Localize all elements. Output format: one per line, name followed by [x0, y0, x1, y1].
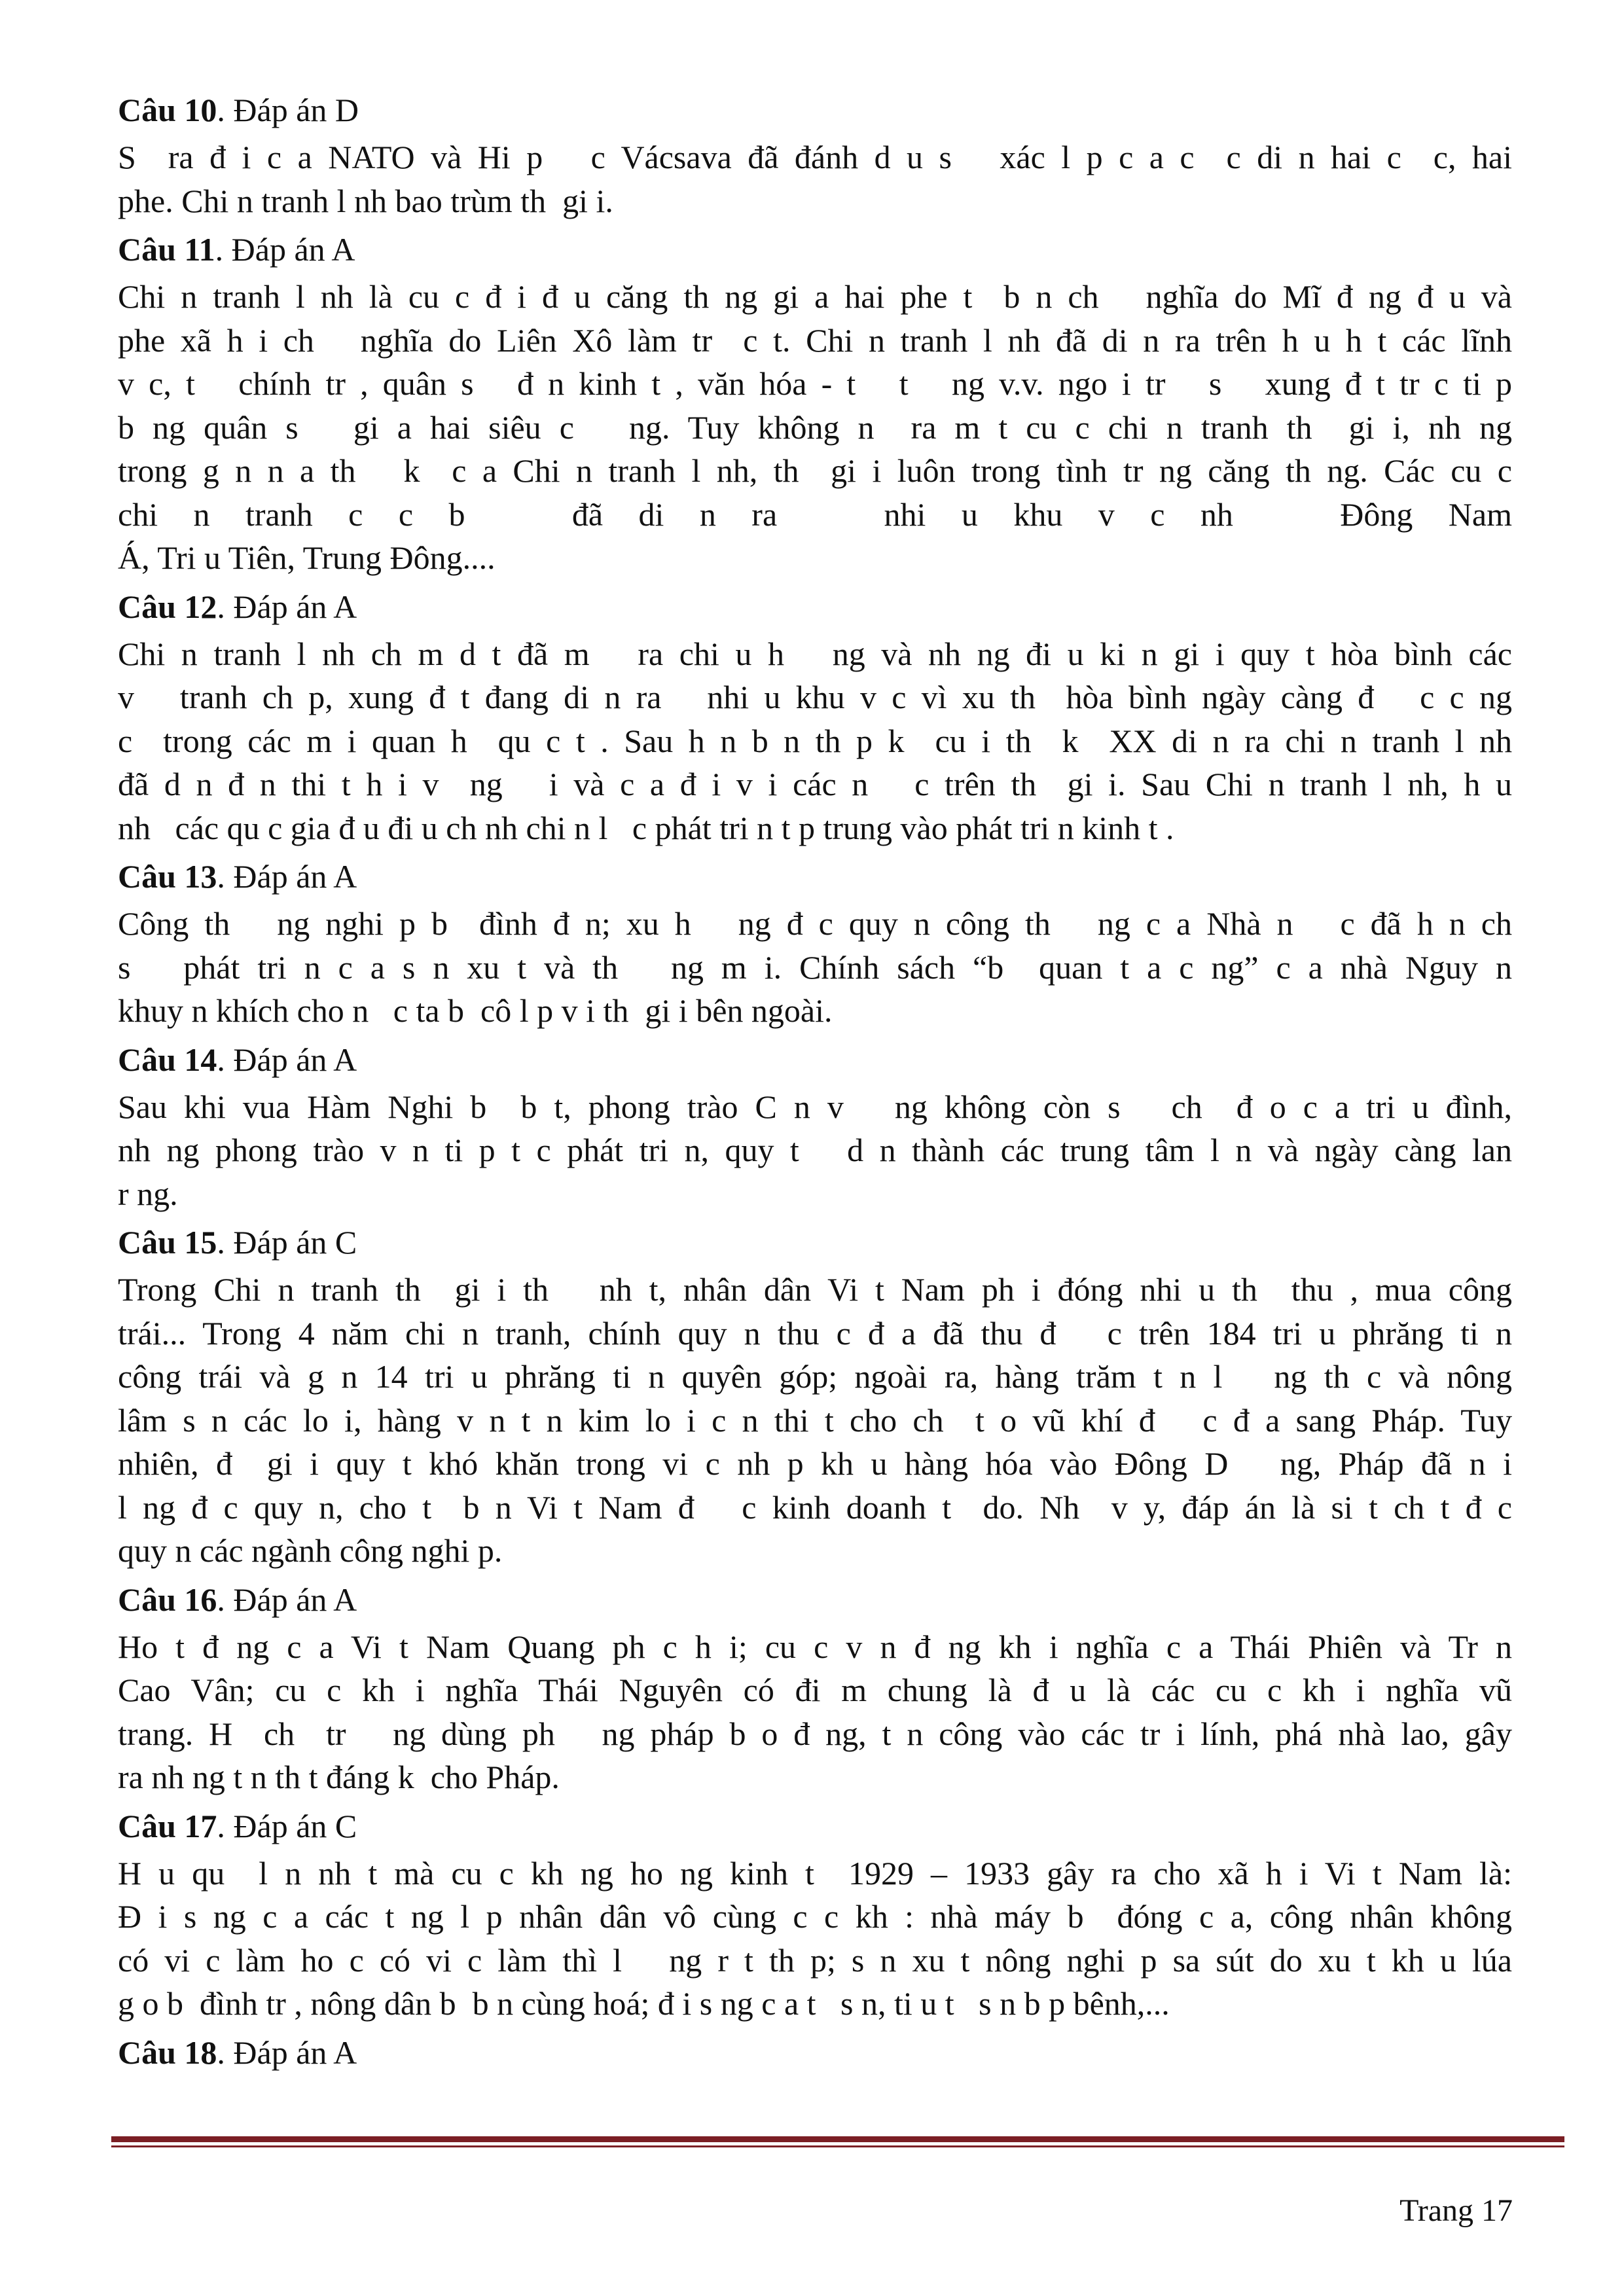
question-number: Câu 16	[118, 1581, 217, 1618]
explanation-line: Trong Chi n tranh th gi i th nh t, nhân dân Vi t Nam ph i đóng nhi u th thu , mua công	[118, 1271, 1512, 1308]
question-heading	[118, 1804, 1512, 1848]
question-explanation	[118, 1625, 1512, 1799]
explanation-line: có vi c làm ho c có vi c làm thì l ng r t th p; s n xu t nông nghi p sa sút do xu t kh u lúa	[118, 1941, 1512, 1979]
explanation-line: Cao Vân; cu c kh i nghĩa Thái Nguyên có đi m chung là đ u là các cu c kh i nghĩa vũ	[118, 1672, 1512, 1708]
question-answer: . Đáp án A	[217, 1041, 357, 1078]
explanation-line: r ng.	[118, 1175, 178, 1212]
explanation-line: lâm s n các lo i, hàng v n t n kim lo i c n thi t cho ch t o vũ khí đ c đ a sang Pháp. Tuy	[118, 1401, 1512, 1439]
question-answer: . Đáp án A	[217, 1581, 357, 1618]
explanation-line: nh ng phong trào v n ti p t c phát tri n, quy t d n thành các trung tâm l n và ngày càng lan	[118, 1132, 1512, 1168]
question-number: Câu 15	[118, 1224, 217, 1261]
explanation-line: b ng quân s gi a hai siêu c ng. Tuy không n ra m t cu c chi n tranh th gi i, nh ng	[118, 408, 1512, 446]
explanation-line: khuy n khích cho n c ta b cô l p v i th gi i bên ngoài.	[118, 992, 833, 1029]
explanation-line: Công th ng nghi p b đình đ n; xu h ng đ c quy n công th ng c a Nhà n c đã h n ch	[118, 905, 1512, 942]
explanation-line: Sau khi vua Hàm Nghi b b t, phong trào C n v ng không còn s ch đ o c a tri u đình,	[118, 1088, 1512, 1125]
question-heading	[118, 88, 1512, 132]
answer-content	[118, 88, 1512, 2078]
explanation-line: trang. H ch tr ng dùng ph ng pháp b o đ ng, t n công vào các tr i lính, phá nhà lao, gây	[118, 1715, 1512, 1752]
question-number: Câu 14	[118, 1041, 217, 1078]
explanation-line: chi n tranh c c b đã di n ra nhi u khu v c nh Đông Nam	[118, 495, 1512, 533]
question-heading	[118, 855, 1512, 898]
explanation-line: Chi n tranh l nh là cu c đ i đ u căng th ng gi a hai phe t b n ch nghĩa do Mĩ đ ng đ u và	[118, 278, 1512, 315]
explanation-line: nhiên, đ gi i quy t khó khăn trong vi c nh p kh u hàng hóa vào Đông D ng, Pháp đã n i	[118, 1445, 1512, 1482]
question-number: Câu 10	[118, 92, 217, 128]
question-explanation	[118, 135, 1512, 223]
page-number: Trang 17	[1399, 2193, 1513, 2228]
question-explanation	[118, 632, 1512, 850]
question-heading	[118, 1578, 1512, 1621]
question-answer: . Đáp án A	[217, 2034, 357, 2071]
footer-rule-thick	[111, 2136, 1564, 2142]
explanation-line: Ho t đ ng c a Vi t Nam Quang ph c h i; cu c v n đ ng kh i nghĩa c a Thái Phiên và Tr n	[118, 1628, 1512, 1665]
explanation-line: g o b đình tr , nông dân b b n cùng hoá; đ i s ng c a t s n, ti u t s n b p bênh,...	[118, 1985, 1170, 2022]
question-number: Câu 18	[118, 2034, 217, 2071]
question-heading	[118, 585, 1512, 628]
explanation-line: Đ i s ng c a các t ng l p nhân dân vô cùng c c kh : nhà máy b đóng c a, công nhân không	[118, 1898, 1512, 1935]
question-number: Câu 11	[118, 231, 215, 268]
explanation-line: v tranh ch p, xung đ t đang di n ra nhi u khu v c vì xu th hòa bình ngày càng đ c c ng	[118, 679, 1512, 715]
question-explanation	[118, 1268, 1512, 1573]
footer-rule-thin	[111, 2145, 1564, 2147]
question-number: Câu 17	[118, 1807, 217, 1844]
question-number: Câu 13	[118, 858, 217, 895]
question-explanation	[118, 1852, 1512, 2026]
question-explanation	[118, 1085, 1512, 1216]
question-answer: . Đáp án C	[217, 1807, 357, 1844]
explanation-line: Chi n tranh l nh ch m d t đã m ra chi u h ng và nh ng đi u ki n gi i quy t hòa bình các	[118, 635, 1512, 672]
explanation-line: công trái và g n 14 tri u phrăng ti n quyên góp; ngoài ra, hàng trăm t n l ng th c và nông	[118, 1358, 1512, 1395]
explanation-line: phe. Chi n tranh l nh bao trùm th gi i.	[118, 182, 613, 219]
question-answer: . Đáp án D	[217, 92, 359, 128]
explanation-line: trái... Trong 4 năm chi n tranh, chính quy n thu c đ a đã thu đ c trên 184 tri u phrăng ti n	[118, 1314, 1512, 1352]
explanation-line: Á, Tri u Tiên, Trung Đông....	[118, 539, 496, 576]
question-answer: . Đáp án A	[217, 858, 357, 895]
question-number: Câu 12	[118, 588, 217, 625]
question-heading	[118, 1221, 1512, 1264]
explanation-line: ra nh ng t n th t đáng k cho Pháp.	[118, 1759, 560, 1795]
question-answer: . Đáp án C	[217, 1224, 357, 1261]
explanation-line: S ra đ i c a NATO và Hi p c Vácsava đã đánh d u s xác l p c a c c di n hai c c, hai	[118, 139, 1512, 175]
question-explanation	[118, 275, 1512, 580]
explanation-line: s phát tri n c a s n xu t và th ng m i. Chính sách “b quan t a c ng” c a nhà Nguy n	[118, 948, 1512, 986]
question-explanation	[118, 902, 1512, 1033]
explanation-line: v c, t chính tr , quân s đ n kinh t , văn hóa - t t ng v.v. ngo i tr s xung đ t tr c ti p	[118, 365, 1512, 402]
explanation-line: trong g n n a th k c a Chi n tranh l nh, th gi i luôn trong tình tr ng căng th ng. Các cu c	[118, 452, 1512, 489]
explanation-line: quy n các ngành công nghi p.	[118, 1532, 503, 1569]
explanation-line: c trong các m i quan h qu c t . Sau h n b n th p k cu i th k XX di n ra chi n tranh l nh	[118, 722, 1512, 759]
explanation-line: phe xã h i ch nghĩa do Liên Xô làm tr c t. Chi n tranh l nh đã di n ra trên h u h t các lĩnh	[118, 321, 1512, 359]
explanation-line: đã d n đ n thi t h i v ng i và c a đ i v i các n c trên th gi i. Sau Chi n tranh l nh, h u	[118, 766, 1512, 802]
explanation-line: l ng đ c quy n, cho t b n Vi t Nam đ c kinh doanh t do. Nh v y, đáp án là si t ch t đ c	[118, 1488, 1512, 1526]
explanation-line: nh các qu c gia đ u đi u ch nh chi n l c phát tri n t p trung vào phát tri n kinh t .	[118, 809, 1174, 846]
question-answer: . Đáp án A	[217, 588, 357, 625]
question-heading	[118, 1038, 1512, 1081]
explanation-line: H u qu l n nh t mà cu c kh ng ho ng kinh t 1929 – 1933 gây ra cho xã h i Vi t Nam là:	[118, 1854, 1512, 1892]
question-heading	[118, 228, 1512, 271]
question-heading	[118, 2031, 1512, 2074]
question-answer: . Đáp án A	[215, 231, 355, 268]
